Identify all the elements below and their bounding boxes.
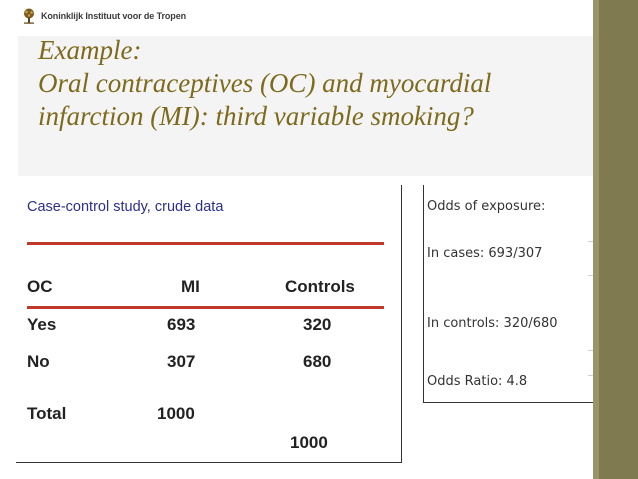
row-total-mi: 1000 <box>157 404 195 423</box>
header-oc: OC <box>27 277 53 296</box>
row-no-controls: 680 <box>303 352 332 371</box>
row-total-label: Total <box>27 404 67 423</box>
slide-title-line-2: Oral contraceptives (OC) and myocardial <box>38 68 492 98</box>
header-top-rule <box>27 242 384 245</box>
table-caption: Case-control study, crude data <box>27 199 224 215</box>
row-no-label: No <box>27 352 50 371</box>
header-bottom-rule <box>27 306 384 309</box>
row-total-controls: 1000 <box>290 433 328 452</box>
tree-icon <box>22 8 36 24</box>
slide-title-line-1: Example: <box>38 35 142 65</box>
odds-panel <box>423 185 593 403</box>
logo-text: Koninklijk Instituut voor de Tropen <box>41 11 187 21</box>
side-accent-edge <box>593 0 599 479</box>
row-yes-mi: 693 <box>167 315 196 334</box>
odds-divider <box>588 241 593 242</box>
odds-ratio: Odds Ratio: 4.8 <box>427 374 528 389</box>
logo <box>22 8 186 24</box>
odds-divider <box>588 350 593 351</box>
row-no-mi: 307 <box>167 352 196 371</box>
odds-divider <box>588 375 593 376</box>
slide-title-line-3: infarction (MI): third variable smoking? <box>38 101 474 131</box>
row-yes-controls: 320 <box>303 315 332 334</box>
header-mi: MI <box>181 277 200 296</box>
odds-cases: In cases: 693/307 <box>427 246 543 261</box>
odds-heading: Odds of exposure: <box>427 199 546 214</box>
slide-title <box>38 34 583 133</box>
header-controls: Controls <box>285 277 355 296</box>
odds-controls: In controls: 320/680 <box>427 316 558 331</box>
side-accent-bar <box>593 0 638 479</box>
crude-data-table <box>16 185 402 463</box>
odds-divider <box>588 275 593 276</box>
row-yes-label: Yes <box>27 315 57 334</box>
